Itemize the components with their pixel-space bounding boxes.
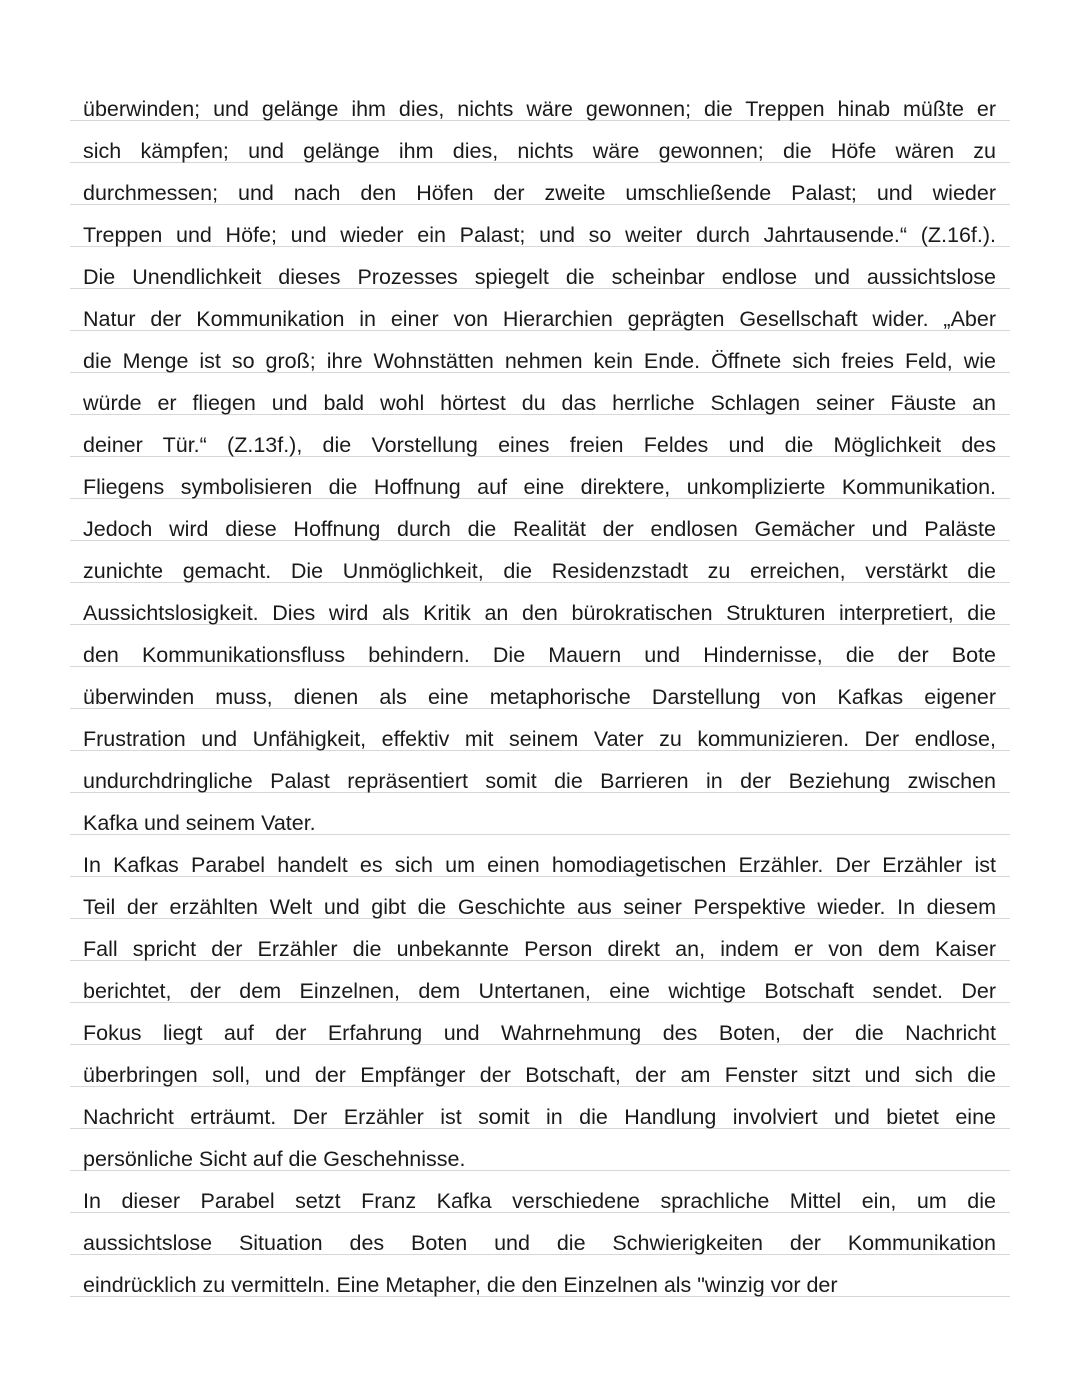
text-line: Teil der erzählten Welt und gibt die Geschichte aus seiner Perspektive wieder. In diesem: [83, 895, 996, 919]
text-line: eindrücklich zu vermitteln. Eine Metapher, die den Einzelnen als "winzig vor der: [83, 1273, 838, 1297]
text-line: In dieser Parabel setzt Franz Kafka verschiedene sprachliche Mittel ein, um die: [83, 1189, 996, 1213]
text-line: Kafka und seinem Vater.: [83, 811, 316, 835]
text-line: den Kommunikationsfluss behindern. Die Mauern und Hindernisse, die der Bote: [83, 643, 996, 667]
text-line: würde er fliegen und bald wohl hörtest du das herrliche Schlagen seiner Fäuste an: [83, 391, 996, 415]
text-line: deiner Tür.“ (Z.13f.), die Vorstellung eines freien Feldes und die Möglichkeit des: [83, 433, 996, 457]
text-line: überwinden muss, dienen als eine metaphorische Darstellung von Kafkas eigener: [83, 685, 996, 709]
text-line: Die Unendlichkeit dieses Prozesses spiegelt die scheinbar endlose und aussichtslose: [83, 265, 996, 289]
text-line: überbringen soll, und der Empfänger der Botschaft, der am Fenster sitzt und sich die: [83, 1063, 996, 1087]
text-line: sich kämpfen; und gelänge ihm dies, nichts wäre gewonnen; die Höfe wären zu: [83, 139, 996, 163]
text-line: zunichte gemacht. Die Unmöglichkeit, die Residenzstadt zu erreichen, verstärkt die: [83, 559, 996, 583]
text-line: undurchdringliche Palast repräsentiert somit die Barrieren in der Beziehung zwischen: [83, 769, 996, 793]
text-line: Jedoch wird diese Hoffnung durch die Realität der endlosen Gemächer und Paläste: [83, 517, 996, 541]
text-line: Fall spricht der Erzähler die unbekannte Person direkt an, indem er von dem Kaiser: [83, 937, 996, 961]
text-line: persönliche Sicht auf die Geschehnisse.: [83, 1147, 466, 1171]
text-line: In Kafkas Parabel handelt es sich um einen homodiagetischen Erzähler. Der Erzähler ist: [83, 853, 996, 877]
text-line: Fliegens symbolisieren die Hoffnung auf eine direktere, unkomplizierte Kommunikation.: [83, 475, 996, 499]
text-line: aussichtslose Situation des Boten und die Schwierigkeiten der Kommunikation: [83, 1231, 996, 1255]
text-line: Aussichtslosigkeit. Dies wird als Kritik an den bürokratischen Strukturen interpretiert, die: [83, 601, 996, 625]
text-line: durchmessen; und nach den Höfen der zweite umschließende Palast; und wieder: [83, 181, 996, 205]
text-line: Frustration und Unfähigkeit, effektiv mit seinem Vater zu kommunizieren. Der endlose,: [83, 727, 996, 751]
text-line: Nachricht erträumt. Der Erzähler ist somit in die Handlung involviert und bietet eine: [83, 1105, 996, 1129]
text-line: Fokus liegt auf der Erfahrung und Wahrnehmung des Boten, der die Nachricht: [83, 1021, 996, 1045]
text-line: Natur der Kommunikation in einer von Hierarchien geprägten Gesellschaft wider. „Aber: [83, 307, 996, 331]
text-line: überwinden; und gelänge ihm dies, nichts wäre gewonnen; die Treppen hinab müßte er: [83, 97, 996, 121]
text-line: berichtet, der dem Einzelnen, dem Untertanen, eine wichtige Botschaft sendet. Der: [83, 979, 996, 1003]
text-line: die Menge ist so groß; ihre Wohnstätten nehmen kein Ende. Öffnete sich freies Feld, wie: [83, 349, 996, 373]
text-line: Treppen und Höfe; und wieder ein Palast; und so weiter durch Jahrtausende.“ (Z.16f.).: [83, 223, 996, 247]
